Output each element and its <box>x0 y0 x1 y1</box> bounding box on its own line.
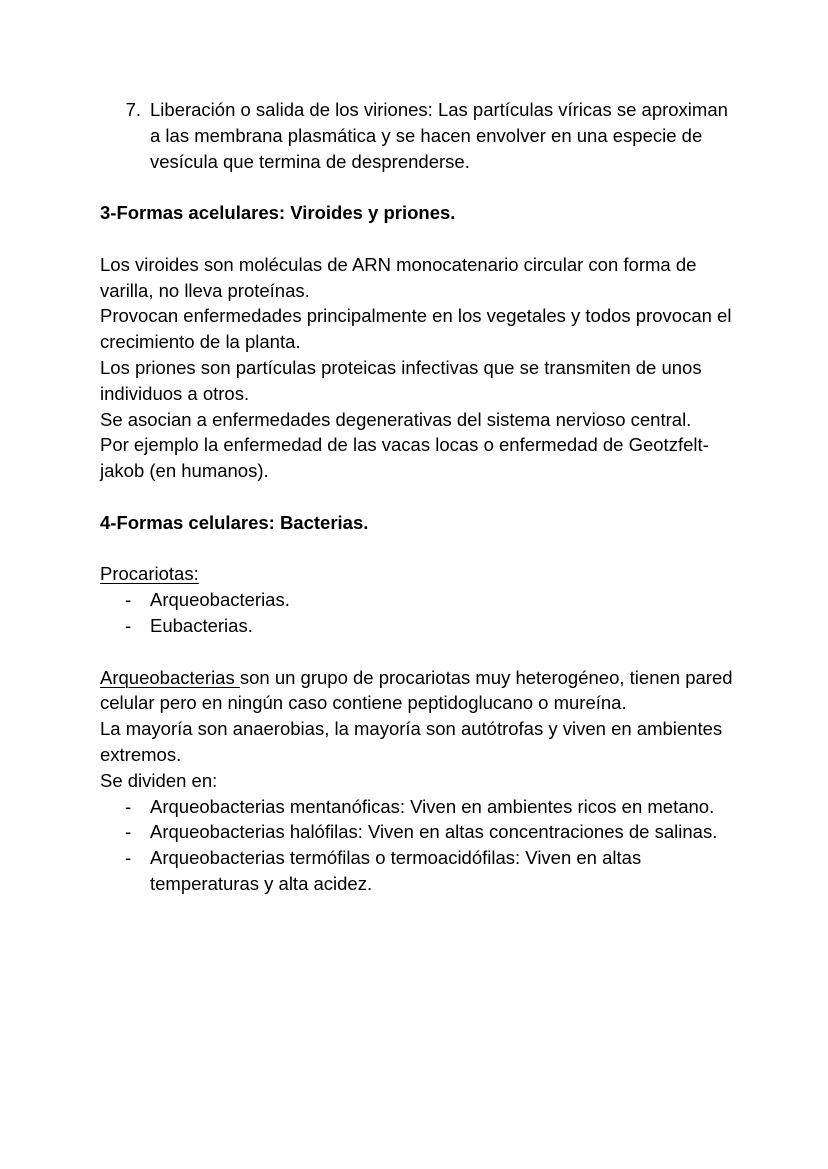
list-item <box>100 845 740 897</box>
dash-bullet: - <box>125 847 132 869</box>
paragraph: Se asocian a enfermedades degenerativas del sistema nervioso central. <box>100 408 692 430</box>
document-content <box>100 97 740 897</box>
spacer <box>100 639 740 665</box>
list-item-text: Arqueobacterias mentanóficas: Viven en ambientes ricos en metano. <box>150 795 715 817</box>
list-number: 7. <box>125 99 141 120</box>
list-item-text: Arqueobacterias halófilas: Viven en altas concentraciones de salinas. <box>150 821 718 843</box>
list-item <box>100 613 740 639</box>
spacer <box>100 226 740 252</box>
section-heading-3: 3-Formas acelulares: Viroides y priones. <box>100 202 456 224</box>
paragraph: La mayoría son anaerobias, la mayoría son autótrofas y viven en ambientes extremos. <box>100 718 723 765</box>
paragraph: Los viroides son moléculas de ARN monocatenario circular con forma de varilla, no lleva proteínas. <box>100 253 697 301</box>
spacer <box>100 536 740 562</box>
dash-bullet: - <box>125 795 132 817</box>
paragraph: Provocan enfermedades principalmente en los vegetales y todos provocan el crecimiento de la planta. <box>100 305 732 353</box>
dash-bullet: - <box>125 614 132 636</box>
dash-bullet: - <box>125 821 132 843</box>
list-item-text: Arqueobacterias. <box>150 589 290 611</box>
paragraph: Por ejemplo la enfermedad de las vacas locas o enfermedad de Geotzfelt-jakob (en humanos). <box>100 434 709 482</box>
arqueobacterias-description: son un grupo de procariotas muy heterogéneo, tienen pared celular pero en ningún caso contiene peptidoglucano o mureína. <box>100 666 733 714</box>
paragraph: Los priones son partículas proteicas infectivas que se transmiten de unos individuos a otros. <box>100 356 702 404</box>
spacer <box>100 174 740 200</box>
dash-bullet: - <box>125 589 132 611</box>
spacer <box>100 484 740 510</box>
list-item <box>100 794 740 820</box>
arqueobacterias-types-list <box>100 794 740 897</box>
paragraph: Se dividen en: <box>100 769 218 791</box>
list-item-text: Liberación o salida de los viriones: Las partículas víricas se aproximan a las membrana plasmática y se hacen envolver en una especie de vesícula que termina de desprenderse. <box>150 99 728 172</box>
procariotas-label-text: Procariotas: <box>100 563 199 585</box>
numbered-item-7 <box>100 97 740 174</box>
arqueobacterias-paragraph <box>100 665 740 717</box>
section-heading-4: 4-Formas celulares: Bacterias. <box>100 511 369 533</box>
procariotas-list <box>100 587 740 639</box>
procariotas-label <box>100 561 740 587</box>
list-item <box>100 819 740 845</box>
list-item-text: Eubacterias. <box>150 614 253 636</box>
list-item <box>100 587 740 613</box>
list-item-text: Arqueobacterias termófilas o termoacidófilas: Viven en altas temperaturas y alta acidez. <box>150 847 642 894</box>
arqueobacterias-term: Arqueobacterias <box>100 666 240 688</box>
